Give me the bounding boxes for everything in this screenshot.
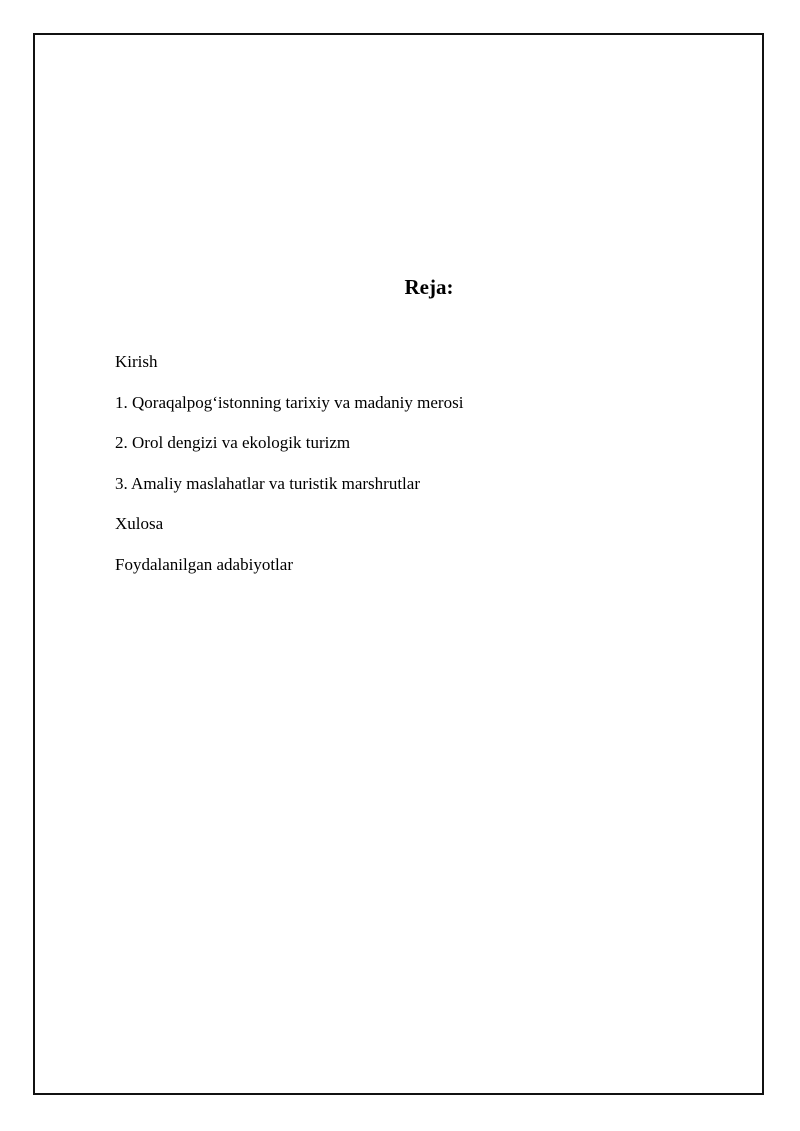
table-of-contents — [115, 351, 463, 594]
toc-item-references: Foydalanilgan adabiyotlar — [115, 554, 293, 574]
toc-item-conclusion: Xulosa — [115, 514, 164, 533]
toc-item-chapter-3: 3. Amaliy maslahatlar va turistik marshrutlar — [115, 473, 420, 493]
toc-item-introduction: Kirish — [115, 352, 158, 371]
toc-item-chapter-2: 2. Orol dengizi va ekologik turizm — [115, 433, 351, 452]
toc-item-chapter-1: 1. Qoraqalpog‘istonning tarixiy va madaniy merosi — [115, 392, 464, 412]
page-title: Reja: — [404, 275, 454, 299]
